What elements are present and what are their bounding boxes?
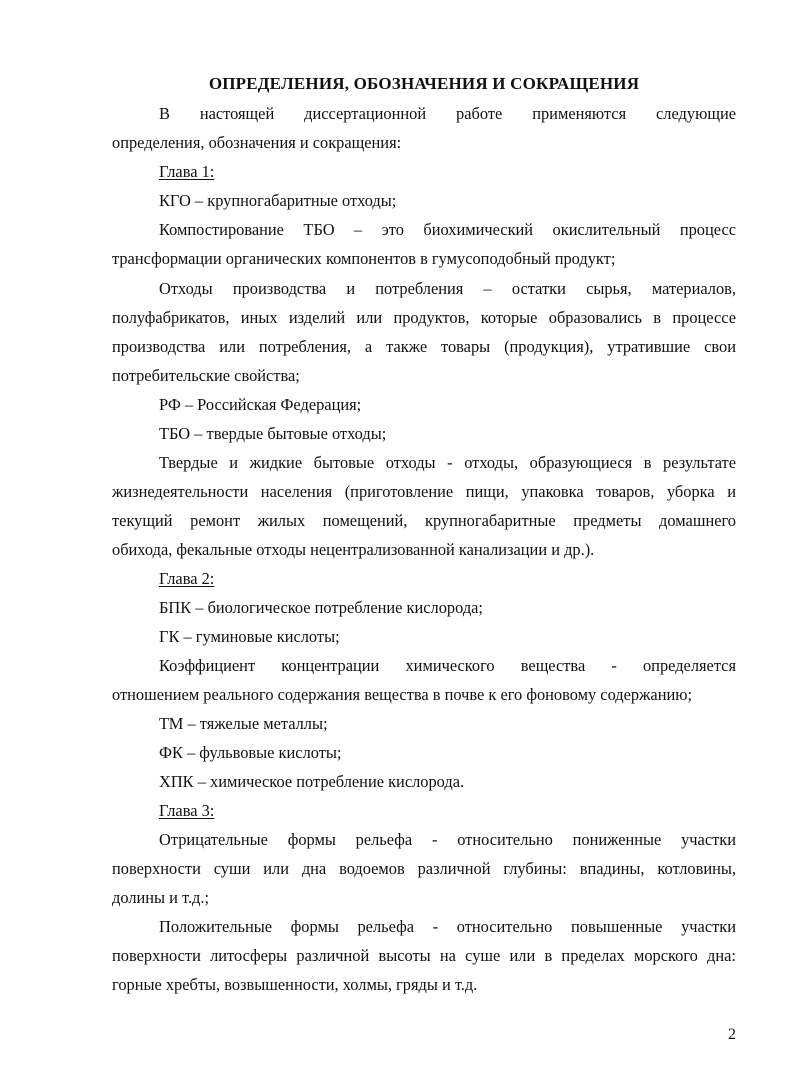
definition-coefficient-line-1: Коэффициент концентрации химического вещества - определяется bbox=[159, 656, 736, 675]
definition-waste-line-3: производства или потребления, а также товары (продукция), утратившие свои bbox=[112, 337, 736, 356]
definition-tm: ТМ – тяжелые металлы; bbox=[159, 714, 328, 733]
intro-line-2: определения, обозначения и сокращения: bbox=[112, 133, 402, 152]
definition-composting-line-2: трансформации органических компонентов в гумусоподобный продукт; bbox=[112, 249, 616, 268]
intro-line-1: В настоящей диссертационной работе применяются следующие bbox=[159, 104, 736, 123]
definition-negative-relief-line-2: поверхности суши или дна водоемов различной глубины: впадины, котловины, bbox=[112, 859, 736, 878]
definition-kgo: КГО – крупногабаритные отходы; bbox=[159, 191, 397, 210]
definition-gk: ГК – гуминовые кислоты; bbox=[159, 627, 340, 646]
definition-rf: РФ – Российская Федерация; bbox=[159, 395, 362, 414]
definition-coefficient-line-2: отношением реального содержания вещества в почве к его фоновому содержанию; bbox=[112, 685, 693, 704]
definition-solid-liquid-line-4: обихода, фекальные отходы нецентрализованной канализации и др.). bbox=[112, 540, 595, 559]
definition-negative-relief-line-1: Отрицательные формы рельефа - относительно пониженные участки bbox=[159, 830, 736, 849]
page-number: 2 bbox=[728, 1026, 736, 1043]
page-title: ОПРЕДЕЛЕНИЯ, ОБОЗНАЧЕНИЯ И СОКРАЩЕНИЯ bbox=[208, 74, 640, 93]
definition-solid-liquid-line-2: жизнедеятельности населения (приготовление пищи, упаковка товаров, уборка и bbox=[112, 482, 736, 501]
definition-solid-liquid-line-3: текущий ремонт жилых помещений, крупногабаритные предметы домашнего bbox=[112, 511, 736, 530]
chapter-1-heading: Глава 1: bbox=[159, 162, 215, 181]
definition-hpk: ХПК – химическое потребление кислорода. bbox=[159, 772, 465, 791]
definition-negative-relief-line-3: долины и т.д.; bbox=[112, 888, 210, 907]
definition-fk: ФК – фульвовые кислоты; bbox=[159, 743, 342, 762]
definition-waste-line-2: полуфабрикатов, иных изделий или продуктов, которые образовались в процессе bbox=[112, 308, 736, 327]
definition-solid-liquid-line-1: Твердые и жидкие бытовые отходы - отходы, образующиеся в результате bbox=[159, 453, 736, 472]
definition-waste-line-4: потребительские свойства; bbox=[112, 366, 300, 385]
definition-composting-line-1: Компостирование ТБО – это биохимический окислительный процесс bbox=[159, 220, 736, 239]
chapter-2-heading: Глава 2: bbox=[159, 569, 215, 588]
definition-tbo: ТБО – твердые бытовые отходы; bbox=[159, 424, 387, 443]
definition-positive-relief-line-1: Положительные формы рельефа - относительно повышенные участки bbox=[159, 917, 736, 936]
definition-waste-line-1: Отходы производства и потребления – остатки сырья, материалов, bbox=[159, 279, 736, 298]
definition-positive-relief-line-2: поверхности литосферы различной высоты на суше или в пределах морского дна: bbox=[112, 946, 736, 965]
chapter-3-heading: Глава 3: bbox=[159, 801, 215, 820]
definition-bpk: БПК – биологическое потребление кислорода; bbox=[159, 598, 483, 617]
definition-positive-relief-line-3: горные хребты, возвышенности, холмы, гряды и т.д. bbox=[112, 975, 478, 994]
